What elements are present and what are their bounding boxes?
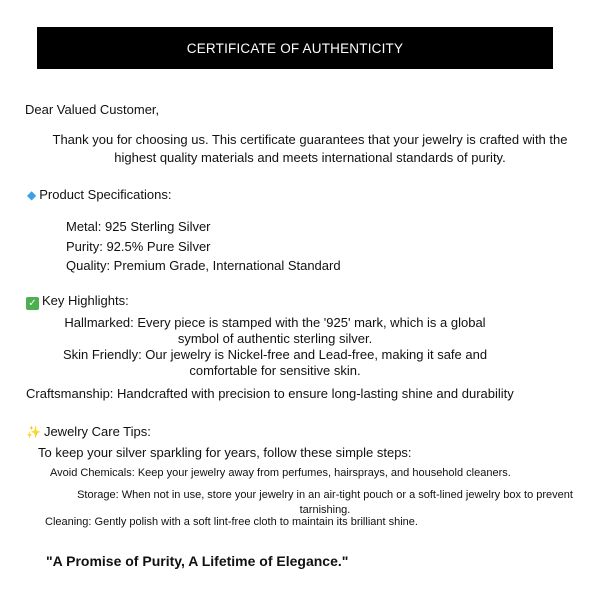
check-icon: ✓ [26, 297, 39, 310]
sparkles-icon: ✨ [26, 425, 41, 439]
greeting: Dear Valued Customer, [25, 102, 160, 117]
intro-line-1: Thank you for choosing us. This certificate guarantees that your jewelry is crafted with the [52, 132, 568, 147]
highlight-craftsmanship: Craftsmanship: Handcrafted with precision to ensure long-lasting shine and durability [26, 386, 514, 401]
storage-line-1: Storage: When not in use, store your jewelry in an air-tight pouch or a soft-lined jewelry box to prevent [77, 489, 573, 501]
spec-purity: Purity: 92.5% Pure Silver [66, 238, 211, 254]
care-storage [40, 488, 600, 518]
highlight-skin-friendly [30, 347, 520, 379]
care-cleaning: Cleaning: Gently polish with a soft lint-free cloth to maintain its brilliant shine. [45, 516, 418, 528]
specs-heading [27, 187, 171, 202]
care-title: Jewelry Care Tips: [43, 424, 151, 439]
gem-icon: ◆ [27, 188, 37, 202]
highlights-title: Key Highlights: [42, 293, 129, 308]
care-heading [26, 424, 151, 439]
certificate-header-banner [37, 27, 553, 69]
intro-line-2: highest quality materials and meets international standards of purity. [114, 150, 506, 165]
highlights-heading [26, 293, 129, 310]
skin-friendly-line-2: comfortable for sensitive skin. [189, 363, 361, 378]
spec-metal: Metal: 925 Sterling Silver [66, 219, 211, 234]
specs-title: Product Specifications: [39, 187, 172, 202]
skin-friendly-line-1: Skin Friendly: Our jewelry is Nickel-free and Lead-free, making it safe and [62, 347, 488, 362]
storage-line-2: tarnishing. [299, 504, 351, 516]
tagline-quote: "A Promise of Purity, A Lifetime of Elegance." [46, 553, 349, 569]
care-intro: To keep your silver sparkling for years, follow these simple steps: [38, 445, 412, 460]
specs-list [66, 217, 341, 276]
highlight-hallmarked [30, 315, 520, 347]
hallmarked-line-1: Hallmarked: Every piece is stamped with the '925' mark, which is a global [64, 315, 486, 330]
hallmarked-line-2: symbol of authentic sterling silver. [177, 331, 373, 346]
certificate-title: CERTIFICATE OF AUTHENTICITY [186, 40, 404, 56]
intro-paragraph [0, 131, 600, 167]
spec-quality: Quality: Premium Grade, International Standard [66, 258, 341, 273]
care-avoid-chemicals: Avoid Chemicals: Keep your jewelry away from perfumes, hairsprays, and household cleaners. [50, 467, 511, 479]
